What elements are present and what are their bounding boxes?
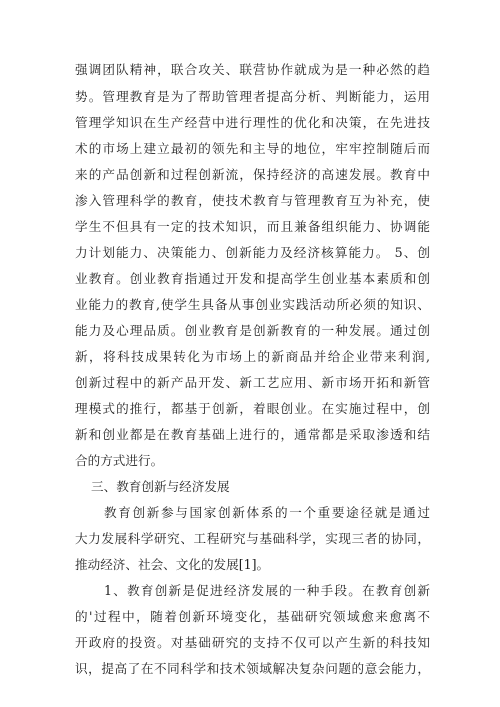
text-line: 强调团队精神，联合攻关、联营协作就成为是一种必然的趋 — [75, 63, 430, 77]
text-line: 业教育。创业教育指通过开发和提高学生创业基本素质和创 — [75, 272, 430, 286]
text-line: 创新过程中的新产品开发、新工艺应用、新市场开拓和新管 — [75, 376, 430, 390]
text-line: 业能力的教育,使学生具备从事创业实践活动所必须的知识、 — [75, 298, 430, 312]
text-line: 的'过程中，随着创新环境变化，基础研究领域愈来愈离不 — [75, 610, 430, 624]
text-line: 1、教育创新是促进经济发展的一种手段。在教育创新 — [104, 584, 430, 598]
text-line: 力计划能力、决策能力、创新能力及经济核算能力。 5、创 — [75, 246, 430, 260]
text-line: 能力及心理品质。创业教育是创新教育的一种发展。通过创 — [75, 324, 430, 338]
text-line: 合的方式进行。 — [75, 454, 164, 468]
text-line: 势。管理教育是为了帮助管理者提高分析、判断能力，运用 — [75, 90, 430, 104]
text-line: 推动经济、社会、文化的发展[1]。 — [75, 558, 270, 572]
text-line: 识，提高了在不同科学和技术领域解决复杂问题的意会能力， — [75, 662, 430, 676]
text-line: 理模式的推行，都基于创新，着眼创业。在实施过程中，创 — [75, 402, 430, 416]
text-line: 新和创业都是在教育基础上进行的，通常都是采取渗透和结 — [75, 428, 430, 442]
text-line: 渗入管理科学的教育，使技术教育与管理教育互为补充，使 — [75, 194, 430, 208]
text-line: 学生不但具有一定的技术知识，而且兼备组织能力、协调能 — [75, 220, 430, 234]
text-line: 管理学知识在生产经营中进行理性的优化和决策，在先进技 — [75, 116, 430, 130]
text-line: 教育创新参与国家创新体系的一个重要途径就是通过 — [104, 506, 430, 520]
section-heading: 三、教育创新与经济发展 — [91, 480, 230, 494]
text-line: 术的市场上建立最初的领先和主导的地位，牢牢控制随后而 — [75, 142, 430, 156]
text-line: 新，将科技成果转化为市场上的新商品并给企业带来利润, — [75, 350, 430, 364]
text-line: 来的产品创新和过程创新流，保持经济的高速发展。教育中 — [75, 168, 430, 182]
text-line: 开政府的投资。对基础研究的支持不仅可以产生新的科技知 — [75, 636, 430, 650]
text-line: 大力发展科学研究、工程研究与基础科学，实现三者的协同， — [75, 532, 430, 546]
